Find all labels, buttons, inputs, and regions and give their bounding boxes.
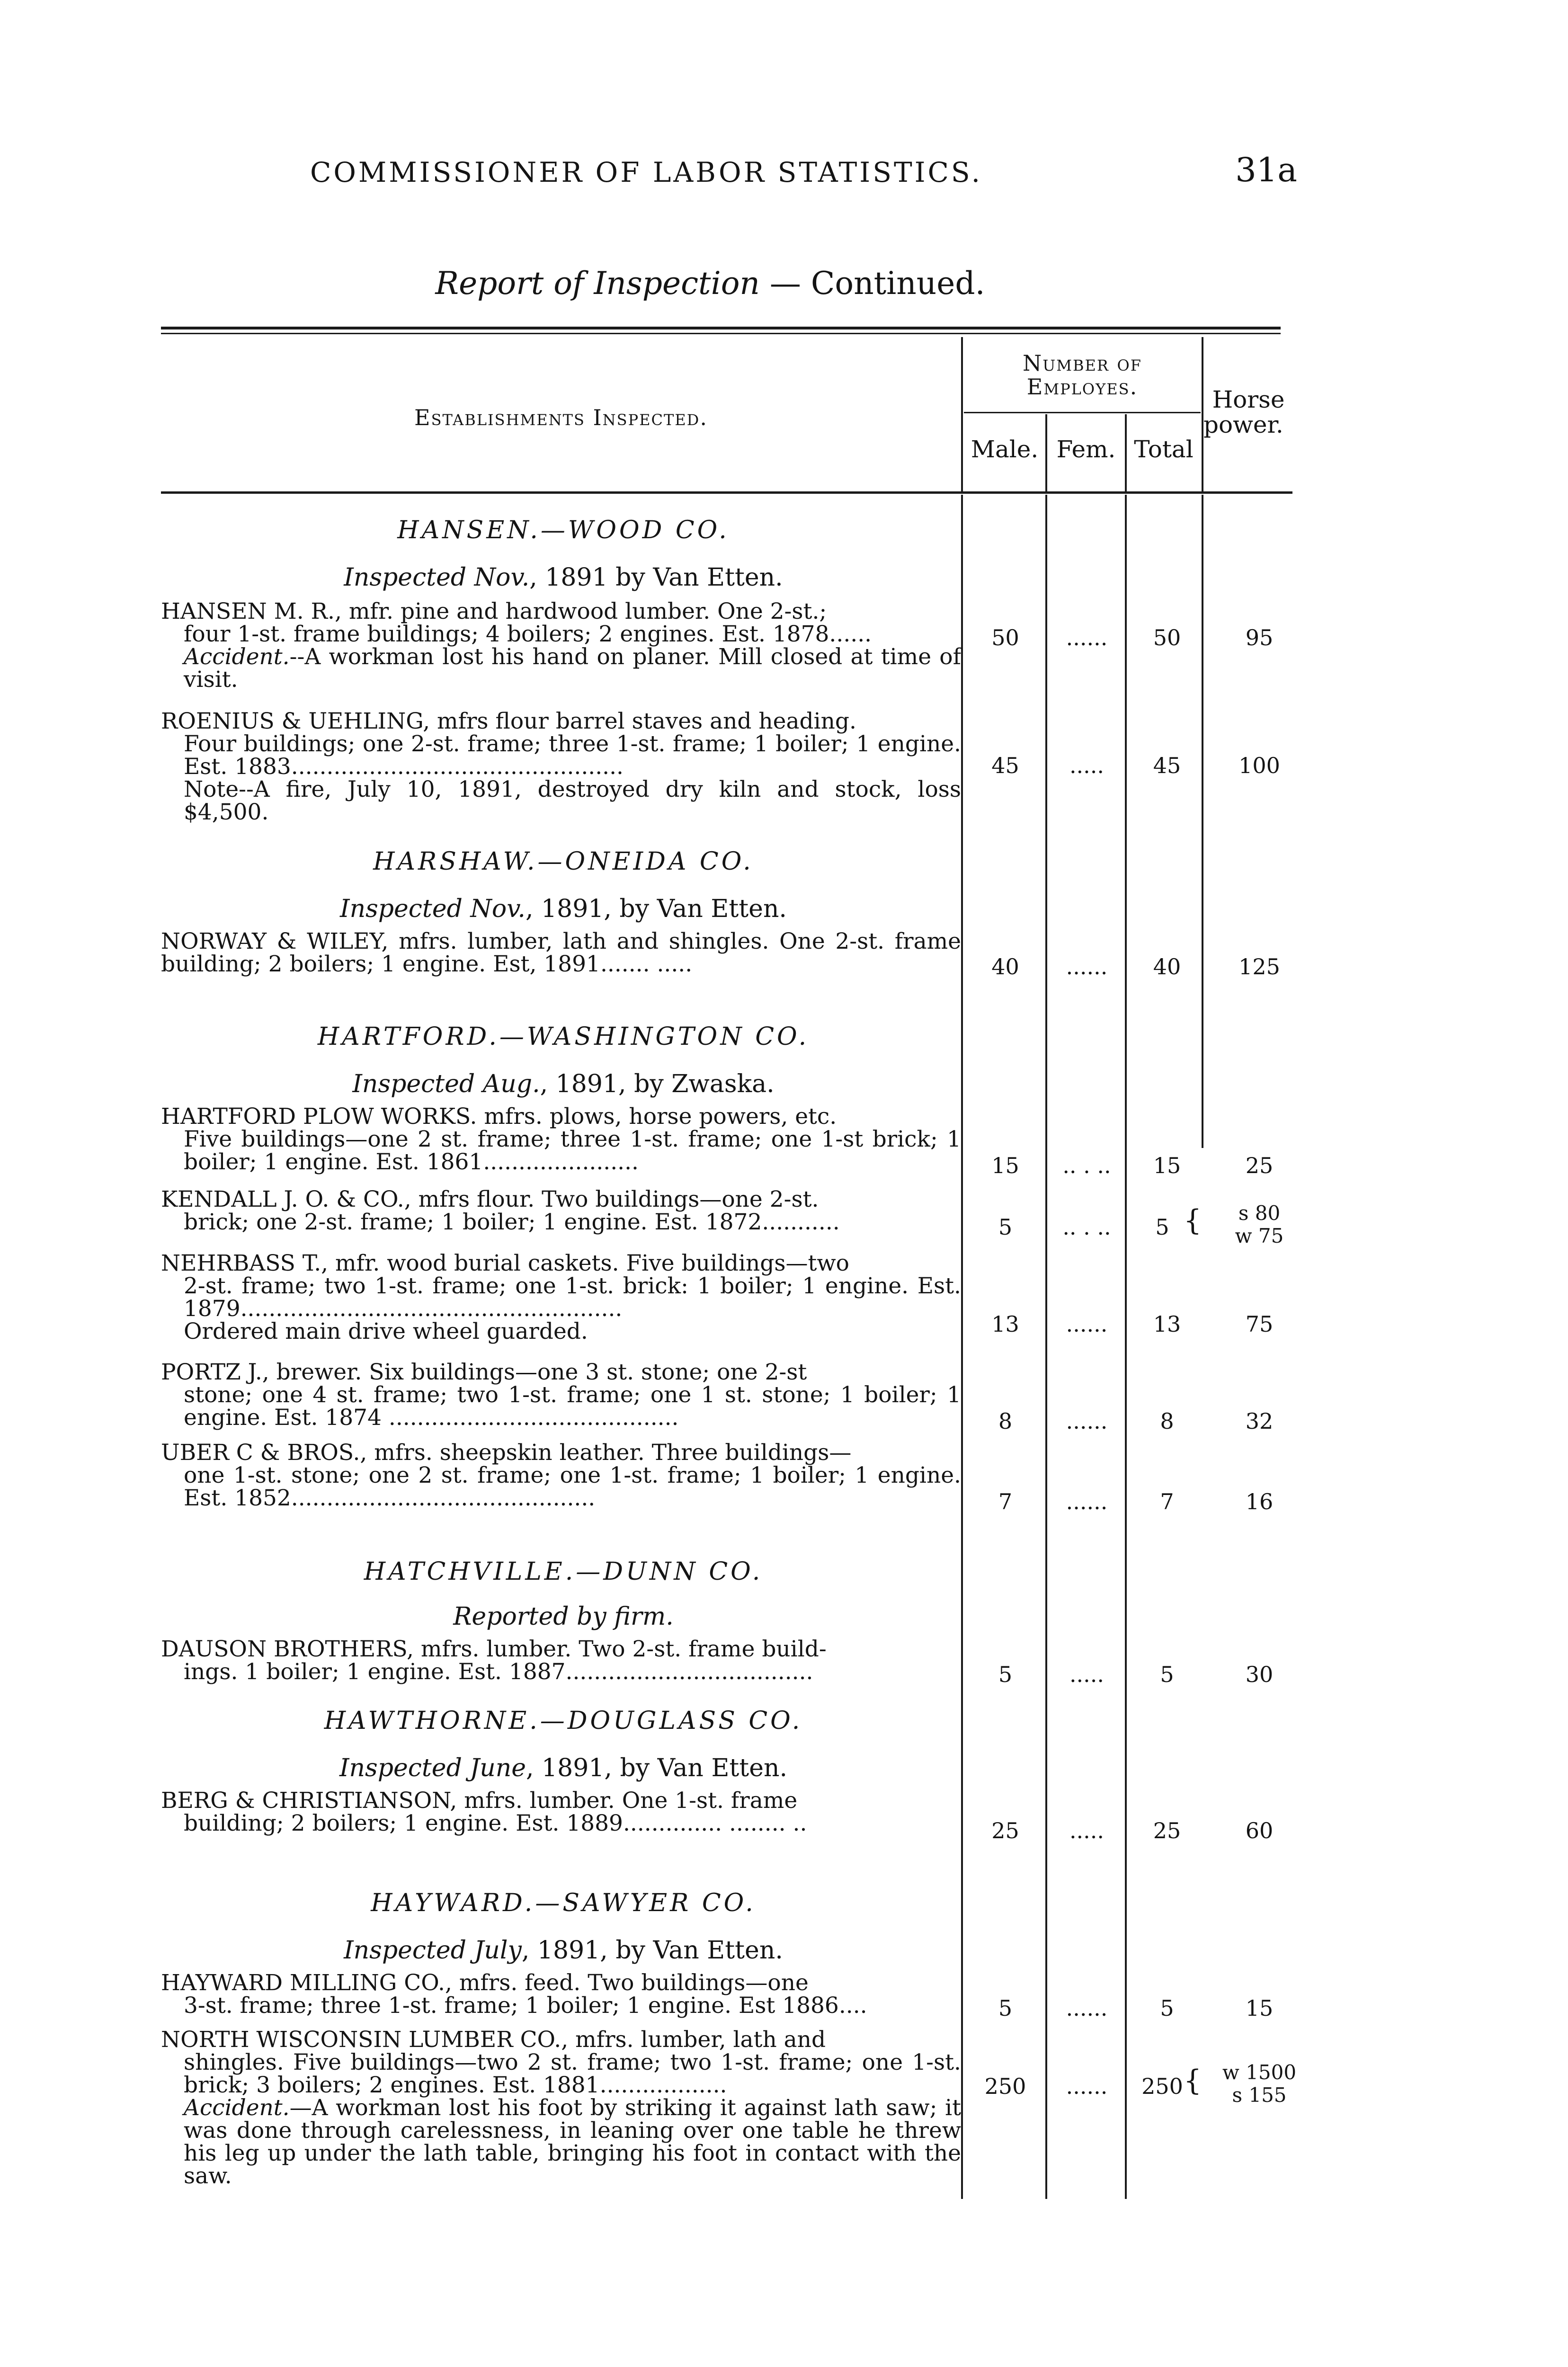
entry-line: UBER C & BROS., mfrs. sheepskin leather. Three buildings—	[161, 1440, 852, 1466]
insp-italic: Reported by firm.	[453, 1602, 674, 1631]
insp-italic: Inspected Nov.	[340, 895, 526, 923]
entry-line: HAYWARD MILLING CO., mfrs. feed. Two buildings—one	[161, 1970, 809, 1996]
top-rule-thick	[161, 327, 1281, 329]
entry-line: four 1-st. frame buildings; 4 boilers; 2 engines. Est. 1878......	[184, 621, 872, 647]
subtitle-italic: Report of Inspection	[435, 265, 760, 302]
establishment-entry	[161, 2029, 961, 2188]
entry-line: brick; one 2-st. frame; 1 boiler; 1 engine. Est. 1872...........	[184, 1209, 840, 1235]
page-subtitle	[0, 265, 1420, 302]
inspection-line	[161, 563, 966, 592]
header-fem: Fem.	[1056, 436, 1116, 463]
cell-male: 50	[991, 625, 1019, 650]
entry-line: NEHRBASS T., mfr. wood burial caskets. Five buildings—two	[161, 1250, 849, 1276]
inspection-line	[161, 1754, 966, 1782]
cell-total: 5	[1160, 1995, 1174, 2021]
cell-male: 250	[984, 2073, 1026, 2099]
brace: {	[1184, 1204, 1202, 1237]
header-power: power.	[1203, 411, 1283, 438]
cell-fem: ......	[1066, 1311, 1108, 1337]
entry-line: one 1-st. stone; one 2 st. frame; one 1-st. frame; 1 boiler; 1 engine. Est. 1852...........................................	[184, 1462, 961, 1511]
entry-line: shingles. Five buildings—two 2 st. frame; two 1-st. frame; one 1-st. brick; 3 boilers; 2 engines. Est. 1881..................	[184, 2049, 961, 2098]
town-heading: HANSEN.—WOOD CO.	[397, 516, 730, 544]
insp-rest: , 1891, by Zwaska.	[540, 1070, 775, 1098]
entry-line: building; 2 boilers; 1 engine. Est. 1889.............. ........ ..	[184, 1810, 807, 1836]
cell-total: 40	[1153, 954, 1181, 979]
cell-male: 25	[991, 1818, 1019, 1843]
establishment-entry	[161, 1789, 961, 1835]
cell-male: 45	[991, 753, 1019, 778]
cell-horse-power: 15	[1245, 1995, 1274, 2021]
cell-fem: .....	[1069, 1818, 1105, 1843]
cell-male: 5	[998, 1995, 1013, 2021]
entry-ordered: Ordered main drive wheel guarded.	[184, 1318, 588, 1344]
entry-line: DAUSON BROTHERS, mfrs. lumber. Two 2-st. frame build-	[161, 1636, 827, 1662]
cell-total: 15	[1153, 1153, 1181, 1178]
cell-male: 40	[991, 954, 1019, 979]
establishment-entry	[161, 1361, 961, 1429]
accident-label: Accident.	[184, 2095, 290, 2121]
cell-total: 50	[1153, 625, 1181, 650]
establishment-entry	[161, 1442, 961, 1510]
cell-total: 5	[1160, 1662, 1174, 1687]
entry-line: 2-st. frame; two 1-st. frame; one 1-st. brick: 1 boiler; 1 engine. Est. 1879......................................................	[184, 1273, 961, 1322]
insp-rest: , 1891, by Van Etten.	[525, 895, 787, 923]
entry-line: BERG & CHRISTIANSON, mfrs. lumber. One 1-st. frame	[161, 1788, 798, 1814]
cell-male: 7	[998, 1489, 1013, 1514]
cell-total: 8	[1160, 1408, 1174, 1434]
header-establishments: Establishments Inspected.	[414, 405, 708, 430]
inspection-line	[161, 1070, 966, 1098]
entry-line: 3-st. frame; three 1-st. frame; 1 boiler; 1 engine. Est 1886....	[184, 1993, 867, 2019]
entry-line: ings. 1 boiler; 1 engine. Est. 1887...................................	[184, 1659, 813, 1685]
insp-rest: , 1891, by Van Etten.	[526, 1754, 787, 1782]
body-vline-hp	[1202, 495, 1203, 1148]
town-heading: HAWTHORNE.—DOUGLASS CO.	[324, 1707, 803, 1735]
establishment-entry	[161, 1252, 961, 1343]
inspection-line	[161, 1936, 966, 1965]
entry-line: NORWAY & WILEY, mfrs. lumber, lath and shingles. One 2-st. frame building; 2 boilers; 1 engine. Est, 1891....... .....	[161, 928, 961, 977]
town-heading: HARTFORD.—WASHINGTON CO.	[317, 1023, 810, 1051]
establishment-entry	[161, 710, 961, 824]
establishment-entry	[161, 1105, 961, 1174]
inspection-line	[161, 895, 966, 923]
cell-male: 15	[991, 1153, 1019, 1178]
cell-horse-power-w: w 75	[1235, 1224, 1284, 1247]
cell-fem: .....	[1069, 753, 1105, 778]
header-male: Male.	[971, 436, 1039, 463]
accident-text: —A workman lost his foot by striking it against lath saw; it was done through carelessness, in leaning over one table he threw his leg up under the lath table, bringing his foot in contact with the saw.	[184, 2095, 961, 2189]
cell-horse-power: 25	[1245, 1153, 1274, 1178]
cell-horse-power-s: s 80	[1238, 1201, 1281, 1225]
header-number-of: Number of	[1022, 350, 1142, 376]
page-number: 31a	[1235, 151, 1297, 189]
cell-fem: ......	[1066, 954, 1108, 979]
cell-fem: ......	[1066, 1408, 1108, 1434]
header-bottom-rule	[161, 491, 1292, 494]
cell-fem: ......	[1066, 1489, 1108, 1514]
body-vline-fem-total	[1125, 495, 1127, 2199]
cell-fem: .. . ..	[1062, 1153, 1111, 1178]
entry-line: HARTFORD PLOW WORKS. mfrs. plows, horse powers, etc.	[161, 1103, 837, 1130]
employes-subheader-rule	[964, 412, 1201, 413]
brace: {	[1184, 2064, 1202, 2097]
cell-male: 13	[991, 1311, 1019, 1337]
inspection-line	[161, 1602, 966, 1631]
accident-label: Accident.	[184, 644, 290, 670]
cell-horse-power: 75	[1245, 1311, 1274, 1337]
hdr-vline-left	[961, 337, 963, 491]
cell-horse-power: 60	[1245, 1818, 1274, 1843]
cell-fem: .....	[1069, 1662, 1105, 1687]
cell-fem: ......	[1066, 625, 1108, 650]
town-heading: HAYWARD.—SAWYER CO.	[371, 1889, 756, 1917]
entry-line: ROENIUS & UEHLING, mfrs flour barrel staves and heading.	[161, 708, 856, 734]
header-horse: Horse	[1212, 386, 1285, 413]
insp-italic: Inspected Aug.	[352, 1070, 540, 1098]
running-title: COMMISSIONER OF LABOR STATISTICS.	[310, 156, 983, 188]
entry-line: stone; one 4 st. frame; two 1-st. frame; one 1 st. stone; 1 boiler; 1 engine. Est. 1874 .........................................	[184, 1382, 961, 1431]
entry-line: HANSEN M. R., mfr. pine and hardwood lumber. One 2-st.;	[161, 598, 827, 624]
cell-horse-power: 16	[1245, 1489, 1274, 1514]
top-rule-thin	[161, 333, 1281, 334]
cell-total: 5	[1155, 1214, 1169, 1240]
cell-male: 8	[998, 1408, 1013, 1434]
entry-line: PORTZ J., brewer. Six buildings—one 3 st. stone; one 2-st	[161, 1359, 807, 1385]
cell-fem: ......	[1066, 2073, 1108, 2099]
cell-horse-power: 125	[1238, 954, 1280, 979]
cell-horse-power-w: w 1500	[1222, 2061, 1297, 2084]
entry-note: Note--A fire, July 10, 1891, destroyed dry kiln and stock, loss $4,500.	[184, 776, 961, 825]
header-employes: Employes.	[1026, 374, 1138, 400]
subtitle-rest: — Continued.	[759, 265, 985, 302]
cell-fem: ......	[1066, 1995, 1108, 2021]
entry-accident	[161, 2097, 961, 2188]
accident-text: --A workman lost his hand on planer. Mill closed at time of visit.	[184, 644, 961, 693]
cell-horse-power: 95	[1245, 625, 1274, 650]
establishment-entry	[161, 600, 961, 691]
insp-italic: Inspected July	[344, 1936, 522, 1965]
establishment-entry	[161, 1972, 961, 2017]
entry-accident	[161, 646, 961, 691]
insp-italic: Inspected June	[339, 1754, 526, 1782]
entry-line: Four buildings; one 2-st. frame; three 1-st. frame; 1 boiler; 1 engine. Est. 1883...............................................	[184, 731, 961, 780]
cell-horse-power-s: s 155	[1232, 2083, 1287, 2107]
town-heading: HARSHAW.—ONEIDA CO.	[373, 847, 754, 876]
insp-rest: , 1891, by Van Etten.	[521, 1936, 783, 1965]
insp-italic: Inspected Nov.	[344, 563, 530, 592]
town-heading: HATCHVILLE.—DUNN CO.	[364, 1557, 763, 1586]
cell-horse-power: 32	[1245, 1408, 1274, 1434]
establishment-entry	[161, 1188, 961, 1234]
establishment-entry	[161, 930, 961, 976]
cell-total: 7	[1160, 1489, 1174, 1514]
cell-total: 250	[1141, 2073, 1183, 2099]
cell-total: 13	[1153, 1311, 1181, 1337]
cell-male: 5	[998, 1662, 1013, 1687]
cell-horse-power: 30	[1245, 1662, 1274, 1687]
entry-line: Five buildings—one 2 st. frame; three 1-st. frame; one 1-st brick; 1 boiler; 1 engine. Est. 1861......................	[184, 1126, 961, 1175]
cell-horse-power: 100	[1238, 753, 1280, 778]
entry-line: NORTH WISCONSIN LUMBER CO., mfrs. lumber, lath and	[161, 2027, 826, 2053]
cell-fem: .. . ..	[1062, 1214, 1111, 1240]
cell-male: 5	[998, 1214, 1013, 1240]
cell-total: 45	[1153, 753, 1181, 778]
entry-line: KENDALL J. O. & CO., mfrs flour. Two buildings—one 2-st.	[161, 1186, 819, 1212]
header-total: Total	[1134, 436, 1194, 463]
body-vline-male-fem	[1045, 495, 1047, 2199]
insp-rest: , 1891 by Van Etten.	[529, 563, 783, 592]
cell-total: 25	[1153, 1818, 1181, 1843]
establishment-entry	[161, 1638, 961, 1683]
